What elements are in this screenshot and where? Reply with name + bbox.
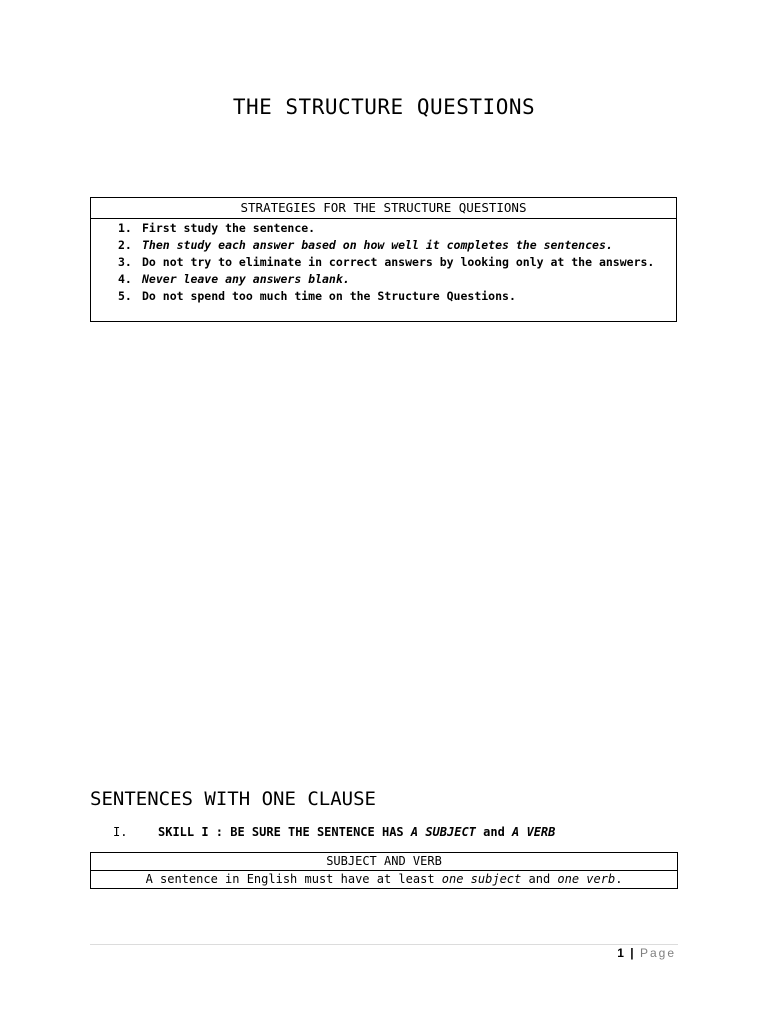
rule-box-heading: SUBJECT AND VERB bbox=[326, 854, 442, 868]
rule-box bbox=[90, 852, 678, 889]
page-separator: | bbox=[630, 946, 634, 960]
rule-text-a: A sentence in English must have at least bbox=[145, 872, 442, 886]
list-item-text: Do not try to eliminate in correct answers by looking only at the answers. bbox=[142, 255, 655, 269]
strategies-list bbox=[91, 219, 676, 305]
skill-roman-numeral: I. bbox=[113, 825, 128, 839]
list-item-number: 2. bbox=[118, 238, 132, 252]
rule-em-verb: one verb bbox=[557, 872, 616, 886]
skill-subject: A SUBJECT bbox=[410, 825, 476, 839]
skill-verb: A VERB bbox=[512, 825, 556, 839]
strategies-box bbox=[90, 197, 677, 322]
list-item-number: 3. bbox=[118, 255, 132, 269]
list-item bbox=[91, 271, 676, 288]
list-item-text: Do not spend too much time on the Structure Questions. bbox=[142, 289, 516, 303]
list-item-text: Then study each answer based on how well it completes the sentences. bbox=[142, 238, 613, 252]
rule-box-text bbox=[91, 870, 677, 888]
skill-prefix: SKILL I : BE SURE THE SENTENCE HAS bbox=[158, 825, 411, 839]
rule-em-subject: one subject bbox=[441, 872, 522, 886]
list-item-text: Never leave any answers blank. bbox=[142, 272, 350, 286]
page-label: Page bbox=[639, 946, 676, 960]
rule-text-b: and bbox=[521, 872, 558, 886]
list-item bbox=[91, 220, 676, 237]
footer-divider bbox=[90, 944, 678, 945]
list-item-number: 1. bbox=[118, 221, 132, 235]
rule-text-c: . bbox=[615, 872, 623, 886]
section-heading: SENTENCES WITH ONE CLAUSE bbox=[90, 788, 376, 810]
list-item-text: First study the sentence. bbox=[142, 221, 316, 235]
list-item bbox=[91, 288, 676, 305]
list-item-number: 5. bbox=[118, 289, 132, 303]
list-item bbox=[91, 237, 676, 254]
skill-and: and bbox=[475, 825, 513, 839]
strategies-heading: STRATEGIES FOR THE STRUCTURE QUESTIONS bbox=[91, 198, 676, 219]
page-number: 1 bbox=[617, 946, 624, 960]
page-title: THE STRUCTURE QUESTIONS bbox=[232, 95, 536, 119]
skill-line bbox=[113, 825, 555, 839]
list-item-number: 4. bbox=[118, 272, 132, 286]
list-item bbox=[91, 254, 676, 271]
page-footer bbox=[617, 946, 676, 960]
